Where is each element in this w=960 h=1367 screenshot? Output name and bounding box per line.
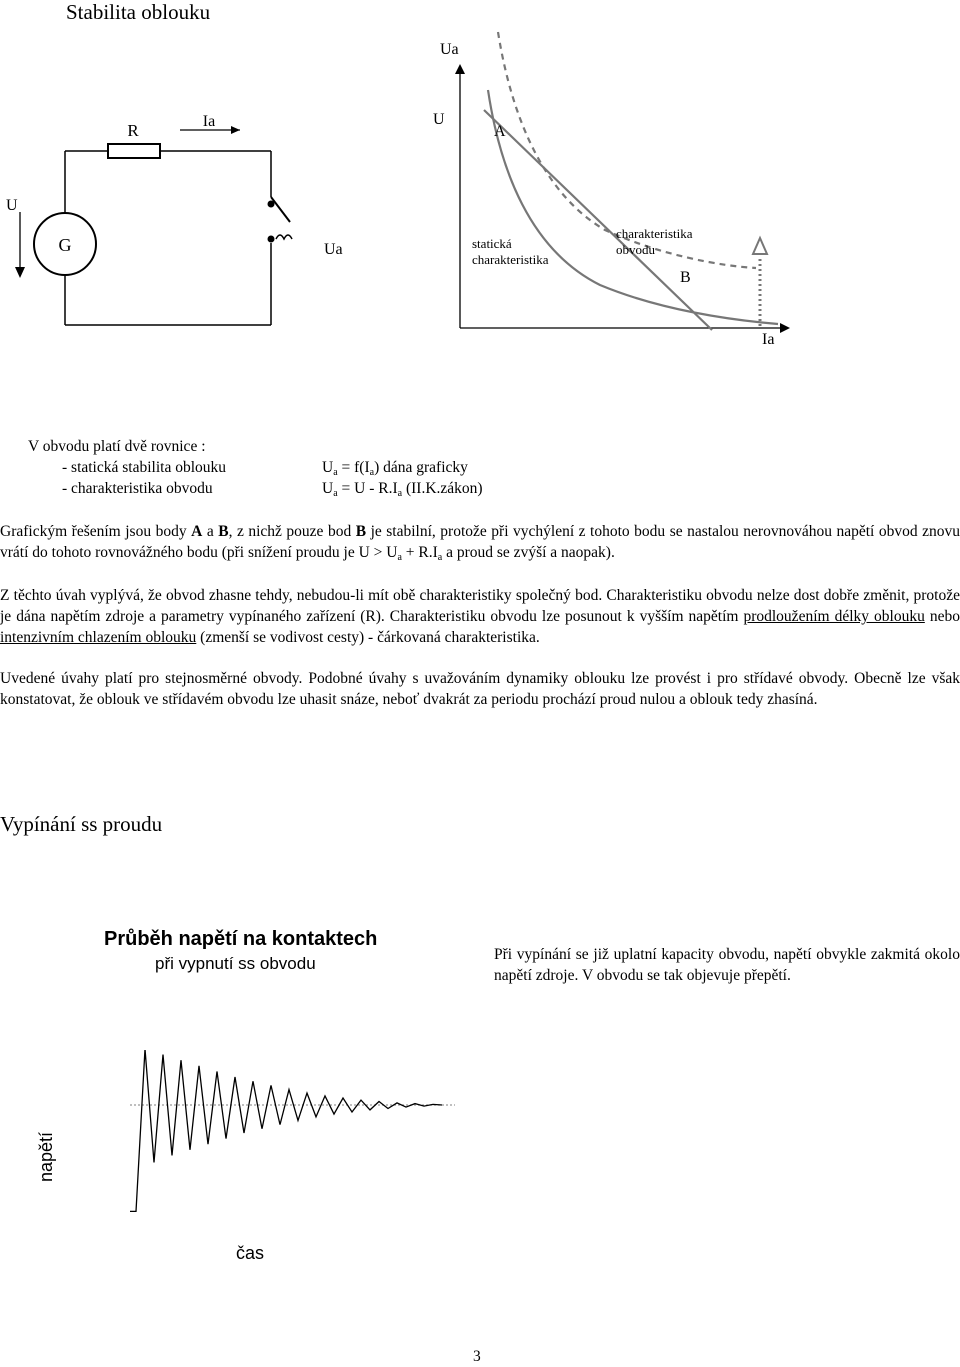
section-title-stabilita: Stabilita oblouku (66, 0, 211, 24)
y-axis-arrowhead (455, 64, 465, 74)
equation-row2-label: - charakteristika obvodu (62, 480, 213, 497)
chart-x-label: čas (236, 1243, 265, 1263)
point-b-label: B (680, 269, 691, 286)
chart-y-label: napětí (36, 1131, 56, 1182)
static-characteristic-curve (488, 90, 778, 324)
equation-row2-formula: $U_a = U - R.I_a$ (II.K.zákon) (322, 480, 483, 499)
voltage-oscillation-line (130, 1050, 442, 1211)
chart-subtitle: při vypnutí ss obvodu (155, 954, 316, 973)
arc-symbol (276, 235, 292, 239)
graph-x-axis-label: Ia (762, 331, 775, 348)
circuit-diagram (0, 100, 380, 340)
equation-row1-formula: $U_a = f(I_a)$ dána graficky (322, 459, 468, 478)
arc-voltage-label: Ua (324, 241, 343, 258)
current-arrowhead (231, 126, 240, 134)
generator-label: G (58, 235, 72, 255)
x-axis-arrowhead (780, 323, 790, 333)
circuit-characteristic-label-2: obvodu (616, 242, 655, 257)
paragraph-graphic-solution: Grafickým řešením jsou body A a B, z nichž pouze bod B je stabilní, protože při vychýlení z tohoto bodu se nastalou nerovnováhou napětí obvod znovu vrátí do tohoto rovnovážného bodu (při snížení proudu je $U > U_a + R.I_a$ a proud se zvýší a naopak). (0, 523, 960, 563)
section-title-vypinani: Vypínání ss proudu (0, 812, 163, 836)
voltage-label: U (6, 197, 18, 214)
equations-intro: V obvodu platí dvě rovnice : (28, 438, 206, 455)
circuit-characteristic-line (484, 110, 712, 330)
shift-indicator-arrowhead (753, 238, 767, 254)
chart-title: Průběh napětí na kontaktech (104, 928, 378, 950)
side-note: Při vypínání se již uplatní kapacity obvodu, napětí obvykle zakmitá okolo napětí zdroje. V obvodu se tak objevuje přepětí. (494, 946, 960, 984)
electrode-contact-bottom (268, 236, 275, 243)
resistor-symbol (108, 144, 160, 158)
voltage-arrowhead (15, 267, 25, 278)
static-characteristic-label-1: statická (472, 236, 512, 251)
circuit-characteristic-label-1: charakteristika (616, 226, 693, 241)
electrode-top (271, 197, 290, 222)
paragraph-conclusions: Z těchto úvah vyplývá, že obvod zhasne tehdy, nebudou-li mít obě charakteristiky společný bod. Charakteristiku obvodu nelze dost dobře změnit, protože je dána napětím zdroje a parametry vypínaného zařízení (R). Charakteristiku obvodu lze posunout k vyšším napětím prodloužením délky oblouku nebo intenzivním chlazením oblouku (zmenší se vodivost cesty) - čárkovaná charakteristika. (0, 587, 960, 646)
static-characteristic-label-2: charakteristika (472, 252, 549, 267)
current-label: Ia (202, 113, 216, 130)
page-number: 3 (473, 1348, 481, 1365)
resistor-label: R (127, 121, 139, 140)
oscillation-chart (0, 1050, 480, 1290)
point-a-label: A (494, 123, 506, 140)
equation-row1-label: - statická stabilita oblouku (62, 459, 227, 476)
graph-u-label: U (433, 111, 445, 128)
electrode-contact-top (268, 201, 275, 208)
graph-y-axis-label: Ua (440, 41, 459, 58)
paragraph-ac-dc: Uvedené úvahy platí pro stejnosměrné obvody. Podobné úvahy s uvažováním dynamiky oblouku lze provést i pro střídavé obvody. Obecně lze však konstatovat, že oblouk ve střídavém obvodu lze uhasit snáze, neboť dvakrát za periodu prochází proud nulou a oblouk tedy zhasíná. (0, 670, 960, 708)
characteristic-graph (400, 30, 800, 350)
